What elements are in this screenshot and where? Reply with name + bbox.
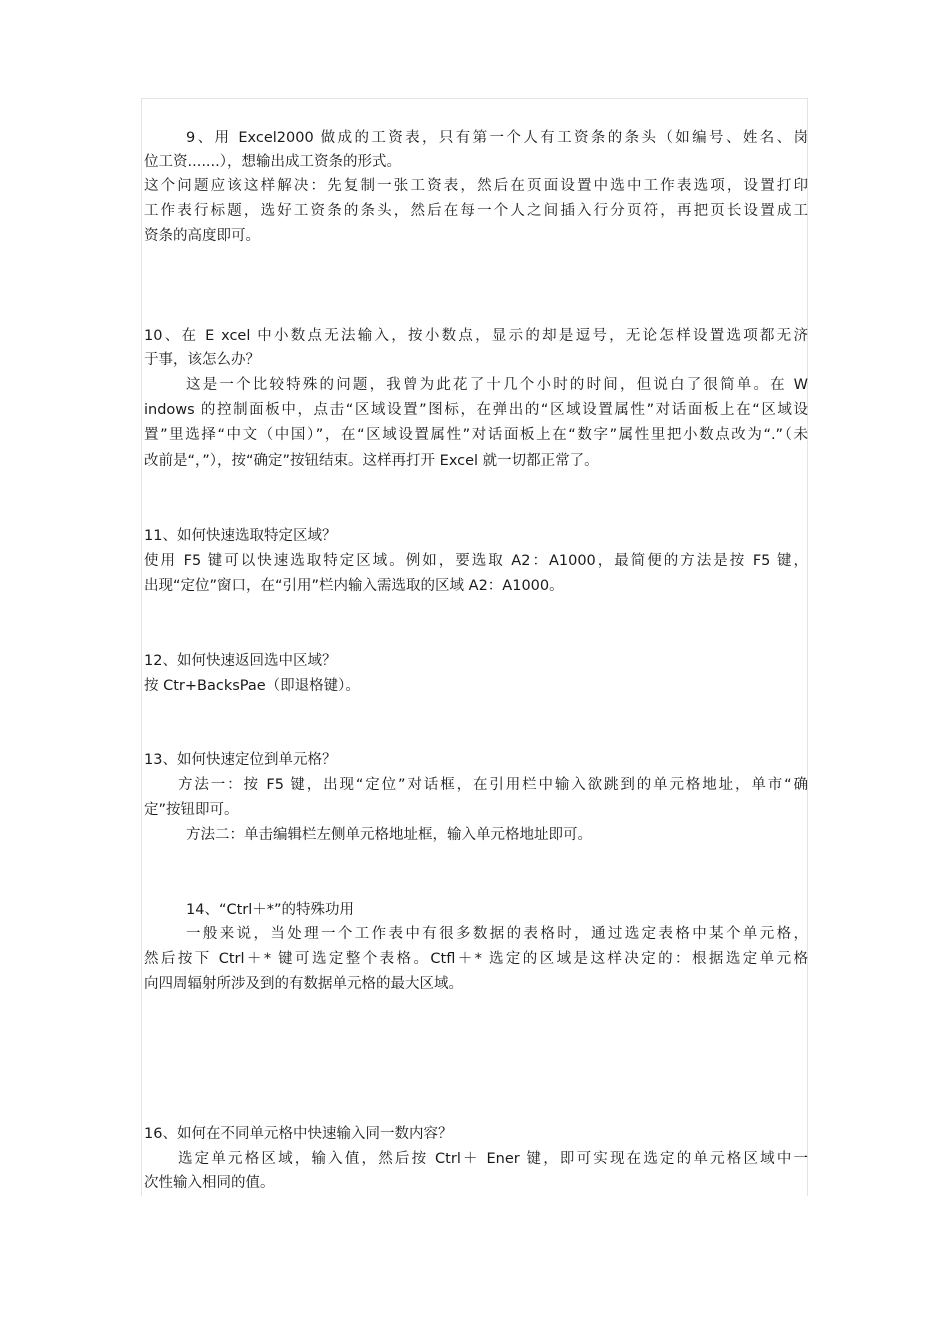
q12-answer: 按 Ctr+BacksPae（即退格键）。	[144, 678, 360, 694]
q14-title: 14、“Ctrl＋*”的特殊功用	[186, 902, 355, 918]
q9-answer-line-1: 这个问题应该这样解决：先复制一张工资表，然后在页面设置中选中工作表选项，设置打印	[144, 178, 808, 194]
q9-title-line-2: 位工资.......），想输出成工资条的形式。	[144, 154, 402, 170]
q9-answer-line-3: 资条的高度即可。	[144, 228, 260, 244]
q10-title-line-1: 10、在 E xcel 中小数点无法输入，按小数点，显示的却是逗号，无论怎样设置选项都无济	[144, 328, 808, 344]
q14-answer-line-2: 然后按下 Ctrl＋* 键可选定整个表格。Ctfl＋* 选定的区域是这样决定的：根据选定单元格	[144, 951, 808, 967]
page-frame	[141, 98, 808, 1196]
q16-answer-line-2: 次性输入相同的值。	[144, 1175, 275, 1191]
q10-answer-line-2: indows 的控制面板中，点击“区域设置”图标，在弹出的“区域设置属性”对话面板上在“区域设	[144, 402, 808, 418]
q16-answer-line-1: 选定单元格区域，输入值，然后按 Ctrl＋ Ener 键，即可实现在选定的单元格区域中一	[178, 1151, 808, 1167]
q10-answer-line-1: 这是一个比较特殊的问题，我曾为此花了十几个小时的时间，但说白了很简单。在 W	[186, 377, 808, 393]
q12-title: 12、如何快速返回选中区域？	[144, 653, 337, 669]
q10-title-line-2: 于事，该怎么办？	[144, 352, 260, 368]
q13-method-2: 方法二：单击编辑栏左侧单元格地址框，输入单元格地址即可。	[186, 827, 592, 843]
q11-title: 11、如何快速选取特定区域？	[144, 528, 337, 544]
q13-method-1-line-2: 定”按钮即可。	[144, 802, 239, 818]
q9-title-line-1: 9、用 Excel2000 做成的工资表，只有第一个人有工资条的条头（如编号、姓名、岗	[186, 130, 808, 146]
q14-answer-line-3: 向四周辐射所涉及到的有数据单元格的最大区域。	[144, 976, 463, 992]
q10-answer-line-3: 置”里选择“中文（中国）”，在“区域设置属性”对话面板上在“数字”属性里把小数点改为“.”（未	[144, 427, 808, 443]
q10-answer-line-4: 改前是“，”），按“确定”按钮结束。这样再打开 Excel 就一切都正常了。	[144, 453, 599, 469]
q9-answer-line-2: 工作表行标题，选好工资条的条头，然后在每一个人之间插入行分页符，再把页长设置成工	[144, 203, 808, 219]
q11-answer-line-1: 使用 F5 键可以快速选取特定区域。例如，要选取 A2：A1000，最简便的方法是按 F5 键，	[144, 553, 808, 569]
q13-title: 13、如何快速定位到单元格？	[144, 752, 337, 768]
q16-title: 16、如何在不同单元格中快速输入同一数内容？	[144, 1126, 453, 1142]
q11-answer-line-2: 出现“定位”窗口，在“引用”栏内输入需选取的区域 A2：A1000。	[144, 578, 564, 594]
q13-method-1-line-1: 方法一：按 F5 键，出现“定位”对话框，在引用栏中输入欲跳到的单元格地址，单市“确	[178, 777, 808, 793]
q14-answer-line-1: 一般来说，当处理一个工作表中有很多数据的表格时，通过选定表格中某个单元格，	[186, 926, 808, 942]
